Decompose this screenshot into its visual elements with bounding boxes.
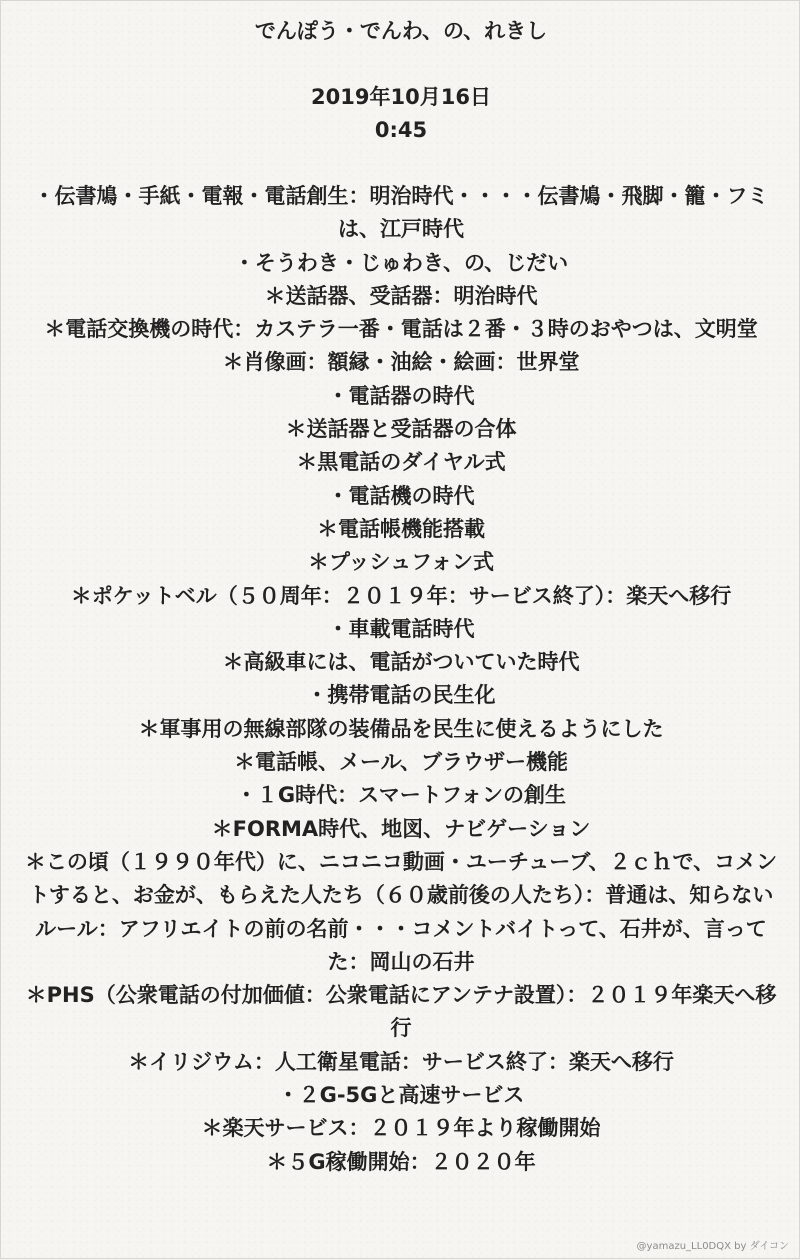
body-line: ＊高級車には、電話がついていた時代	[222, 650, 580, 675]
body-line: ・車載電話時代	[327, 616, 475, 641]
document-date: 2019年10月16日	[311, 85, 491, 109]
body-line: ＊送話器と受話器の合体	[285, 417, 517, 442]
body-line: ・２G-5Gと高速サービス	[277, 1083, 525, 1108]
document-body	[21, 180, 781, 1179]
body-line: ＊楽天サービス：２０１９年より稼働開始	[201, 1116, 601, 1141]
body-line: ・そうわき・じゅわき、の、じだい	[233, 250, 569, 275]
body-line: ＊５G稼働開始：２０２０年	[266, 1149, 536, 1174]
body-line: ＊イリジウム：人工衛星電話：サービス終了：楽天へ移行	[128, 1049, 674, 1074]
body-line: ・携帯電話の民生化	[306, 683, 496, 708]
body-line: ＊送話器、受話器：明治時代	[264, 283, 538, 308]
body-line: ＊肖像画：額縁・油絵・絵画：世界堂	[222, 350, 580, 375]
body-line: ＊軍事用の無線部隊の装備品を民生に使えるようにした	[138, 716, 664, 741]
body-line: ＊プッシュフォン式	[307, 550, 495, 575]
document-title: でんぽう・でんわ、の、れきし	[254, 19, 548, 43]
body-line: ＊電話交換機の時代：カステラ一番・電話は２番・３時のおやつは、文明堂	[44, 317, 758, 342]
body-line: ・伝書鳩・手紙・電報・電話創生：明治時代・・・・伝書鳩・飛脚・籠・フミは、江戸時代	[33, 184, 769, 242]
body-line: ＊PHS（公衆電話の付加価値：公衆電話にアンテナ設置）：２０１９年楽天へ移行	[25, 983, 777, 1041]
document-time: 0:45	[374, 118, 428, 142]
body-line: ・１G時代：スマートフォンの創生	[235, 783, 567, 808]
body-line: ・電話機の時代	[327, 483, 475, 508]
watermark: @yamazu_LL0DQX by ダイコン	[636, 1241, 789, 1252]
body-line: ＊ポケットベル（５０周年：２０１９年：サービス終了）：楽天へ移行	[70, 583, 732, 608]
body-line: ＊この頃（１９９０年代）に、ニコニコ動画・ユーチューブ、２ｃｈで、コメントすると、お金が、もらえた人たち（６０歳前後の人たち）：普通は、知らないルール：アフリエイトの前の名前・・・コメントバイトって、石井が、言ってた：岡山の石井	[24, 849, 778, 974]
body-line: ＊電話帳機能搭載	[317, 516, 485, 541]
document-page	[1, 1, 800, 1260]
body-line: ・電話器の時代	[327, 383, 475, 408]
body-line: ＊電話帳、メール、ブラウザー機能	[234, 750, 568, 775]
body-line: ＊黒電話のダイヤル式	[296, 450, 506, 475]
body-line: ＊FORMA時代、地図、ナビゲーション	[211, 816, 591, 841]
